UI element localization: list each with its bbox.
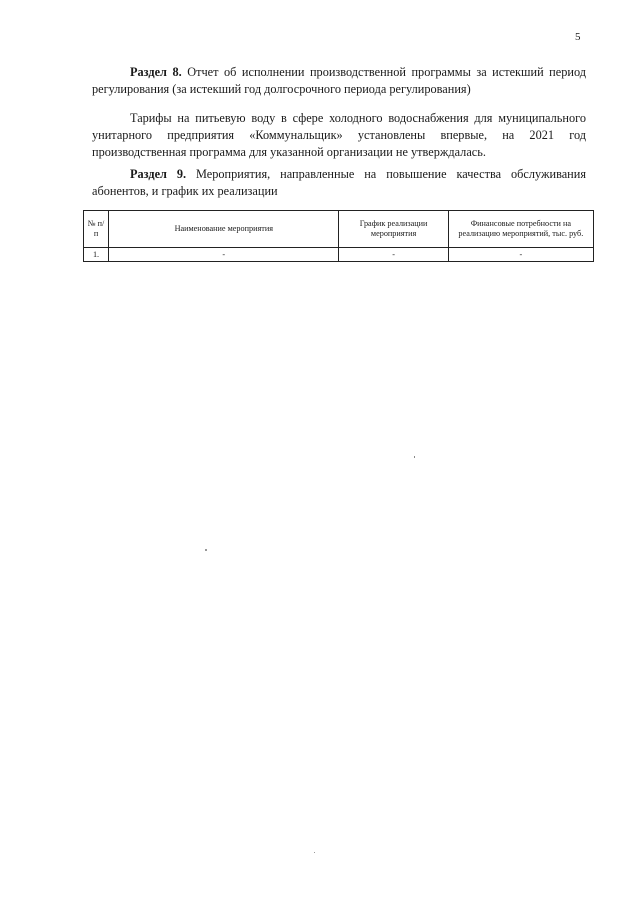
section-9-paragraph xyxy=(92,166,586,200)
page-number: 5 xyxy=(575,31,581,43)
section-9-text-line-1: Мероприятия, направленные на повышение качества обслуживания xyxy=(186,167,586,181)
header-number: № п/п xyxy=(84,211,109,248)
section-8-paragraph xyxy=(92,64,586,98)
table-row xyxy=(84,248,594,262)
cell-number: 1. xyxy=(84,248,109,262)
section-9-label: Раздел 9. xyxy=(130,167,187,181)
table-header-row xyxy=(84,211,594,248)
scan-speck xyxy=(314,852,315,853)
section-8-label: Раздел 8. xyxy=(130,65,182,79)
header-event-name: Наименование мероприятия xyxy=(109,211,339,248)
tariff-paragraph xyxy=(92,110,586,161)
section-9-line-1 xyxy=(92,166,586,183)
header-schedule: График реализации мероприятия xyxy=(339,211,448,248)
scan-speck xyxy=(414,456,415,458)
section-8-text: Отчет об исполнении производственной программы за истекший период регулирования (за истекший год долгосрочного периода регулирования) xyxy=(92,65,586,96)
header-financial-needs: Финансовые потребности на реализацию мероприятий, тыс. руб. xyxy=(448,211,593,248)
events-table xyxy=(83,210,594,262)
scan-speck xyxy=(205,549,207,551)
section-9-text-line-2: абонентов, и график их реализации xyxy=(92,184,278,198)
cell-schedule: - xyxy=(339,248,448,262)
cell-financial-needs: - xyxy=(448,248,593,262)
cell-event-name: - xyxy=(109,248,339,262)
tariff-text: Тарифы на питьевую воду в сфере холодного водоснабжения для муниципального унитарного предприятия «Коммунальщик» установлены впервые, на 2021 год производственная программа для указанной организации не утверждалась. xyxy=(92,111,586,159)
